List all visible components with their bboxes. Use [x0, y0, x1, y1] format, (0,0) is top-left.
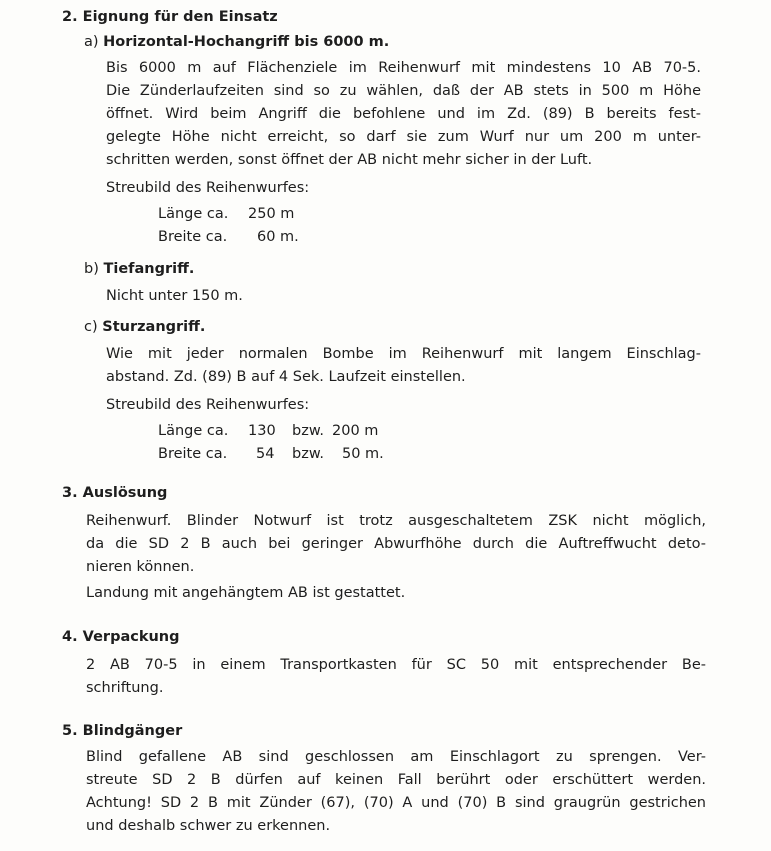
paragraph-line: Reihenwurf. Blinder Notwurf ist trotz ausgeschaltetem ZSK nicht möglich, [86, 513, 706, 529]
streubild-row-value: 130 [248, 423, 276, 439]
paragraph-line: Wie mit jeder normalen Bombe im Reihenwurf mit langem Einschlag- [106, 346, 701, 362]
streubild-label: Streubild des Reihenwurfes: [106, 180, 310, 196]
paragraph-line: Achtung! SD 2 B mit Zünder (67), (70) A und (70) B sind graugrün gestrichen [86, 795, 706, 811]
paragraph-line: gelegte Höhe nicht erreicht, so darf sie zum Wurf nur um 200 m unter- [106, 129, 701, 145]
paragraph-line: Blind gefallene AB sind geschlossen am Einschlagort zu sprengen. Ver- [86, 749, 706, 765]
section-number: 4. [62, 629, 78, 645]
section-2-heading [62, 6, 278, 28]
paragraph-line: schriftung. [86, 680, 164, 696]
subsection-label: c) [84, 319, 98, 335]
subsection-c-heading [84, 316, 205, 338]
section-number: 2. [62, 9, 78, 25]
paragraph-line: Die Zünderlaufzeiten sind so zu wählen, daß der AB stets in 500 m Höhe [106, 83, 701, 99]
section-title: Verpackung [82, 629, 180, 645]
streubild-row-value: 54 [256, 446, 275, 462]
subsection-title: Tiefangriff. [103, 261, 195, 277]
paragraph-line: und deshalb schwer zu erkennen. [86, 818, 331, 834]
paragraph-line: nieren können. [86, 559, 195, 575]
section-title: Eignung für den Einsatz [82, 9, 278, 25]
paragraph-line: Landung mit angehängtem AB ist gestattet. [86, 585, 406, 601]
subsection-title: Sturzangriff. [102, 319, 206, 335]
streubild-row-value: 200 m [332, 423, 379, 439]
paragraph-line: Nicht unter 150 m. [106, 288, 243, 304]
streubild-label: Streubild des Reihenwurfes: [106, 397, 310, 413]
streubild-row-label: Breite ca. [158, 446, 228, 462]
subsection-label: b) [84, 261, 99, 277]
streubild-row-value: 50 m. [342, 446, 384, 462]
paragraph-line: streute SD 2 B dürfen auf keinen Fall berührt oder erschüttert werden. [86, 772, 706, 788]
paragraph-line: öffnet. Wird beim Angriff die befohlene und im Zd. (89) B bereits fest- [106, 106, 701, 122]
section-number: 3. [62, 485, 78, 501]
section-title: Blindgänger [82, 723, 183, 739]
paragraph-line: abstand. Zd. (89) B auf 4 Sek. Laufzeit einstellen. [106, 369, 466, 385]
section-4-heading [62, 626, 180, 648]
paragraph-line: 2 AB 70-5 in einem Transportkasten für SC 50 mit entsprechender Be- [86, 657, 706, 673]
section-number: 5. [62, 723, 78, 739]
streubild-row-label: Länge ca. [158, 423, 229, 439]
section-title: Auslösung [82, 485, 168, 501]
streubild-row-separator: bzw. [292, 423, 324, 439]
subsection-b-heading [84, 258, 194, 280]
streubild-row-label: Länge ca. [158, 206, 229, 222]
section-5-heading [62, 720, 182, 742]
paragraph-line: schritten werden, sonst öffnet der AB nicht mehr sicher in der Luft. [106, 152, 593, 168]
streubild-row-separator: bzw. [292, 446, 324, 462]
streubild-row-value: 60 m. [257, 229, 299, 245]
paragraph-line: da die SD 2 B auch bei geringer Abwurfhöhe durch die Auftreffwucht deto- [86, 536, 706, 552]
paragraph-line: Bis 6000 m auf Flächenziele im Reihenwurf mit mindestens 10 AB 70-5. [106, 60, 701, 76]
subsection-a-heading [84, 31, 389, 53]
streubild-row-label: Breite ca. [158, 229, 228, 245]
section-3-heading [62, 482, 167, 504]
subsection-label: a) [84, 34, 99, 50]
subsection-title: Horizontal-Hochangriff bis 6000 m. [103, 34, 390, 50]
streubild-row-value: 250 m [248, 206, 295, 222]
